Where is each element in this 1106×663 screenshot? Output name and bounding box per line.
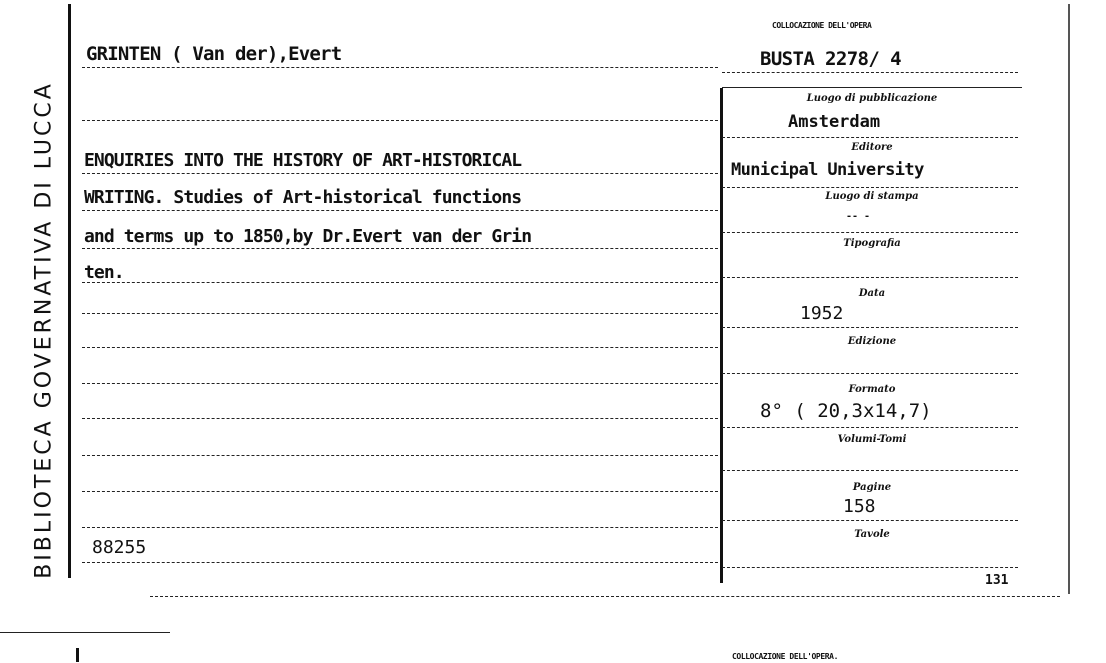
corner-mark: 131 [985,573,1009,588]
rule [0,632,170,633]
next-card-label: COLLOCAZIONE DELL'OPERA. [732,652,838,661]
rule [82,491,718,492]
editore-label: Editore [851,142,893,153]
pagine-label: Pagine [852,482,892,493]
collocazione-label: COLLOCAZIONE DELL'OPERA [772,21,872,30]
rule [82,210,718,211]
rule [82,313,718,314]
inventory-number: 88255 [92,537,147,558]
volumi-label: Volumi-Tomi [837,434,907,445]
title-line: ENQUIRIES INTO THE HISTORY OF ART-HISTORICAL [84,150,522,171]
library-side-label: BIBLIOTECA GOVERNATIVA DI LUCCA [31,81,57,579]
formato-value: 8° ( 20,3x14,7) [760,400,932,422]
data-value: 1952 [800,303,844,324]
editore-value: Municipal University [731,160,924,180]
luogo-label: Luogo di pubblicazione [806,93,938,104]
rule [722,427,1018,428]
rule [82,455,718,456]
rule [82,67,718,68]
rule [722,470,1018,471]
rule [722,373,1018,374]
rule [82,383,718,384]
rule [82,347,718,348]
luogo-stampa-value: -- - [846,211,871,222]
rule [82,282,718,283]
luogo-stampa-label: Luogo di stampa [825,191,919,202]
pagine-value: 158 [843,496,876,517]
author-heading: GRINTEN ( Van der),Evert [86,43,342,65]
edge-tick [76,648,79,662]
right-edge-rule [1068,4,1070,594]
luogo-value: Amsterdam [788,112,881,132]
rule [722,327,1018,328]
rule [82,248,718,249]
title-line: ten. [84,262,124,283]
rule [82,527,718,528]
tavole-label: Tavole [854,529,890,540]
title-line: WRITING. Studies of Art-historical functions [84,187,522,208]
rule [722,232,1018,233]
edizione-label: Edizione [847,336,897,347]
rule [82,418,718,419]
rule [722,87,1022,88]
shelfmark: BUSTA 2278/ 4 [760,48,901,70]
rule [722,187,1018,188]
title-line: and terms up to 1850,by Dr.Evert van der Grin [84,226,532,247]
data-label: Data [858,288,886,299]
formato-label: Formato [848,384,896,395]
rule [82,120,718,121]
rule [722,520,1018,521]
rule [722,567,1018,568]
tipografia-label: Tipografia [843,238,901,249]
rule [82,173,718,174]
rule [722,277,1018,278]
rule [722,137,1018,138]
rule [722,72,1018,73]
left-margin-rule [68,4,71,578]
rule [82,562,718,563]
rule [150,596,1060,597]
